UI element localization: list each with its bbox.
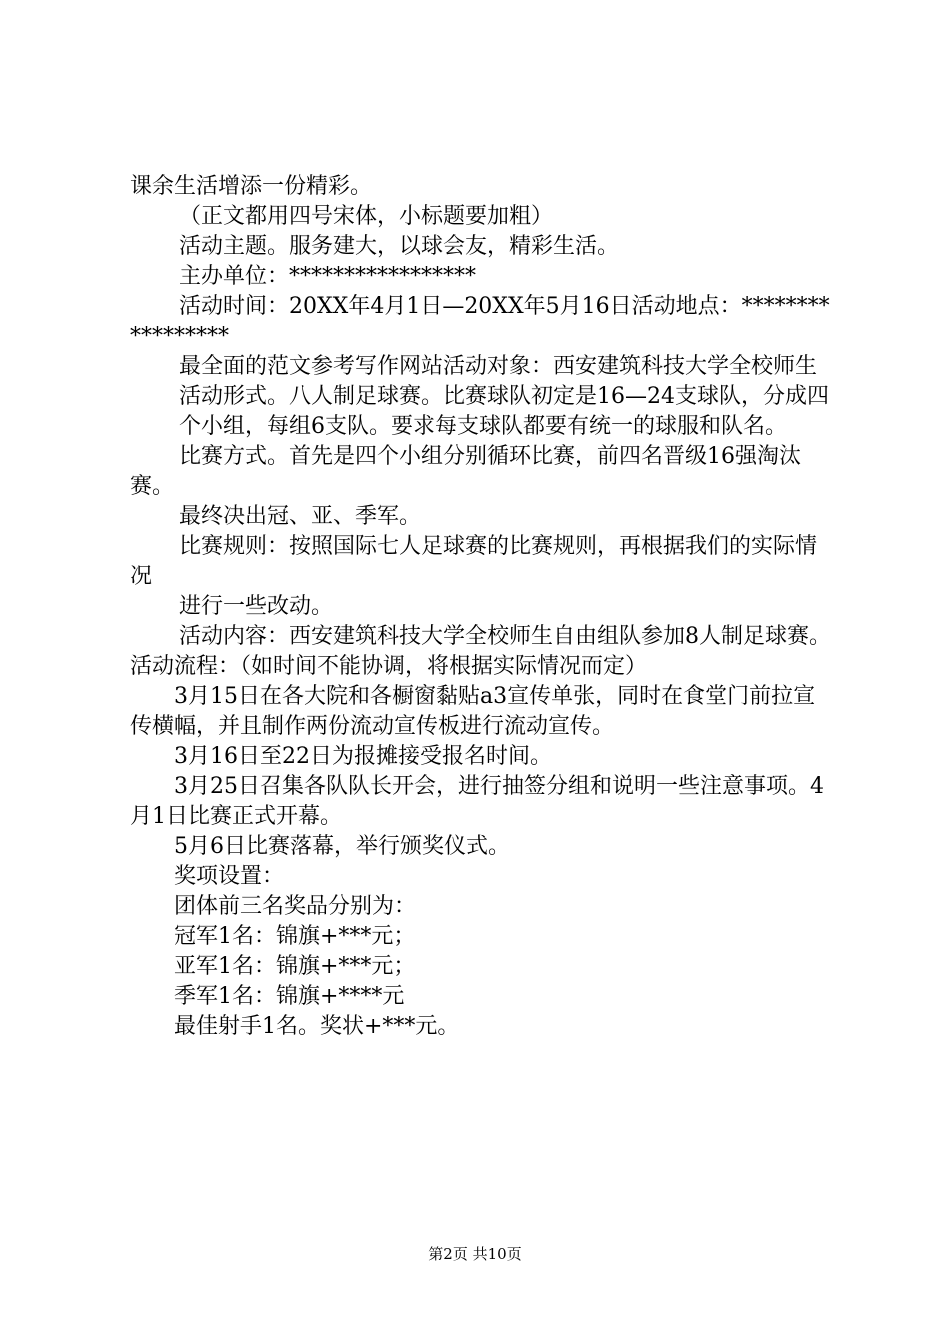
paragraph: 团体前三名奖品分别为： <box>174 894 417 919</box>
paragraph: （正文都用四号宋体，小标题要加粗） <box>179 204 554 229</box>
paragraph: 活动形式。八人制足球赛。比赛球队初定是16—24支球队，分成四 <box>179 384 829 409</box>
paragraph: 活动时间：20XX年4月1日—20XX年5月16日活动地点：***************** <box>130 294 830 349</box>
paragraph: 亚军1名：锦旗+***元； <box>174 954 416 979</box>
page-number-footer: 第2页 共10页 <box>428 1245 522 1263</box>
paragraph: 活动内容：西安建筑科技大学全校师生自由组队参加8人制足球赛。活动流程：（如时间不能协调，将根据实际情况而定） <box>130 624 831 679</box>
paragraph: 活动主题。服务建大，以球会友，精彩生活。 <box>179 234 620 259</box>
paragraph: 比赛方式。首先是四个小组分别循环比赛，前四名晋级16强淘汰赛。 <box>130 444 801 499</box>
paragraph: 季军1名：锦旗+****元 <box>174 984 405 1009</box>
paragraph: 3月16日至22日为报摊接受报名时间。 <box>174 744 552 769</box>
paragraph: 3月25日召集各队队长开会，进行抽签分组和说明一些注意事项。4月1日比赛正式开幕。 <box>130 774 824 829</box>
paragraph: 最终决出冠、亚、季军。 <box>179 504 422 529</box>
paragraph: 主办单位：***************** <box>179 264 477 289</box>
paragraph: 最佳射手1名。奖状+***元。 <box>174 1014 460 1039</box>
paragraph: 课余生活增添一份精彩。 <box>130 174 373 199</box>
paragraph: 3月15日在各大院和各橱窗黏贴a3宣传单张，同时在食堂门前拉宣传横幅，并且制作两份流动宣传板进行流动宣传。 <box>130 684 816 739</box>
paragraph: 最全面的范文参考写作网站活动对象：西安建筑科技大学全校师生 <box>179 354 818 379</box>
paragraph: 冠军1名：锦旗+***元； <box>174 924 416 949</box>
paragraph: 比赛规则：按照国际七人足球赛的比赛规则，再根据我们的实际情况 <box>130 534 818 589</box>
paragraph: 奖项设置： <box>174 864 285 889</box>
document-body <box>130 172 832 1042</box>
paragraph: 进行一些改动。 <box>179 594 334 619</box>
paragraph: 个小组，每组6支队。要求每支球队都要有统一的球服和队名。 <box>179 414 787 439</box>
paragraph: 5月6日比赛落幕，举行颁奖仪式。 <box>174 834 510 859</box>
